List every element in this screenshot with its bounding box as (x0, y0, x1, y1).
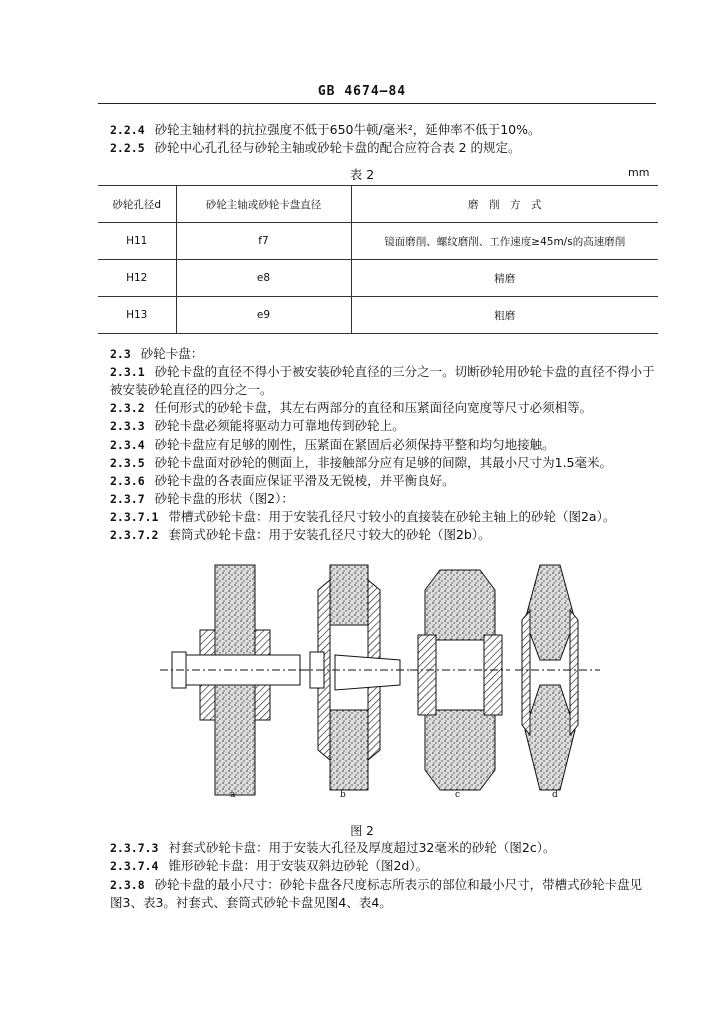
clause-number: 2.3.1 (110, 365, 145, 379)
clause-text: 砂轮卡盘： (140, 346, 204, 361)
page-header: GB 4674—84 (317, 84, 407, 99)
clause-continuation (110, 382, 273, 398)
clause-text: 锥形砂轮卡盘：用于安装双斜边砂轮（图2d）。 (168, 858, 429, 873)
clause-2-2-5 (110, 140, 521, 156)
clause-number: 2.3.6 (110, 474, 145, 488)
clause-2-2-4 (110, 122, 541, 138)
clause-text: 被安装砂轮直径的四分之一。 (110, 382, 273, 397)
clause-text: 带槽式砂轮卡盘：用于安装孔径尺寸较小的直接装在砂轮主轴上的砂轮（图2a）。 (168, 509, 616, 524)
clause-text: 任何形式的砂轮卡盘，其左右两部分的直径和压紧面径向宽度等尺寸必须相等。 (154, 400, 593, 415)
clause-number: 2.3.3 (110, 419, 145, 433)
table-row (98, 223, 658, 260)
flange-b (300, 565, 415, 790)
clause-2-3-6 (110, 473, 455, 489)
table-unit: mm (628, 166, 650, 179)
table-header-cell: 磨 削 方 式 (351, 186, 658, 223)
clause-number: 2.3.7.1 (110, 510, 159, 524)
flange-a (160, 565, 310, 795)
table-header-row (98, 186, 658, 223)
figure-caption: 图 2 (350, 824, 374, 838)
table-cell: H13 (98, 297, 176, 334)
table-cell: e8 (176, 260, 351, 297)
clause-number: 2.3.7.4 (110, 859, 159, 873)
figure-2-drawing (150, 560, 610, 810)
clause-2-3-7-4 (110, 858, 428, 874)
clause-text: 砂轮卡盘必须能将驱动力可靠地传到砂轮上。 (154, 418, 405, 433)
clause-2-3-5 (110, 455, 612, 471)
clause-text: 砂轮卡盘面对砂轮的侧面上，非接触部分应有足够的间隙，其最小尺寸为1.5毫米。 (154, 455, 613, 470)
clause-number: 2.3 (110, 347, 131, 361)
clause-2-3-7-3 (110, 840, 555, 856)
clause-text: 砂轮卡盘的形状（图2）： (154, 491, 294, 506)
flange-d (515, 565, 600, 790)
table-header-cell: 砂轮主轴或砂轮卡盘直径 (176, 186, 351, 223)
clause-number: 2.3.7.2 (110, 528, 159, 542)
clause-text: 套筒式砂轮卡盘：用于安装孔径尺寸较大的砂轮（图2b）。 (168, 527, 491, 542)
clause-2-3-7 (110, 491, 294, 507)
clause-2-3 (110, 346, 203, 362)
clause-2-3-3 (110, 418, 405, 434)
clause-2-3-4 (110, 437, 555, 453)
table-cell: 粗磨 (351, 297, 658, 334)
clause-number: 2.2.4 (110, 123, 145, 137)
clause-continuation (110, 895, 392, 911)
figure-label-b: b (340, 790, 346, 800)
clause-2-3-7-2 (110, 527, 491, 543)
clause-2-3-1 (110, 364, 655, 380)
clause-text: 衬套式砂轮卡盘：用于安装大孔径及厚度超过32毫米的砂轮（图2c）。 (168, 840, 556, 855)
clause-text: 砂轮卡盘的直径不得小于被安装砂轮直径的三分之一。切断砂轮用砂轮卡盘的直径不得小于 (154, 364, 655, 379)
clause-text: 图3、表3。衬套式、套筒式砂轮卡盘见图4、表4。 (110, 895, 392, 910)
clause-text: 砂轮卡盘的最小尺寸：砂轮卡盘各尺度标志所表示的部位和最小尺寸，带槽式砂轮卡盘见 (154, 877, 643, 892)
table-cell: 精磨 (351, 260, 658, 297)
table-header-cell: 砂轮孔径d (98, 186, 176, 223)
table-row (98, 297, 658, 334)
clause-text: 砂轮主轴材料的抗拉强度不低于650牛顿/毫米²，延伸率不低于10%。 (154, 122, 541, 137)
table-cell: 镜面磨削、螺纹磨削、工作速度≥45m/s的高速磨削 (351, 223, 658, 260)
clause-2-3-7-1 (110, 509, 615, 525)
clause-text: 砂轮中心孔孔径与砂轮主轴或砂轮卡盘的配合应符合表 2 的规定。 (154, 140, 521, 155)
clause-2-3-2 (110, 400, 592, 416)
clause-text: 砂轮卡盘应有足够的刚性，压紧面在紧固后必须保持平整和均匀地接触。 (154, 437, 555, 452)
table-cell: e9 (176, 297, 351, 334)
header-rule (98, 103, 656, 104)
table-caption: 表 2 (349, 167, 375, 182)
figure-label-d: d (552, 790, 558, 800)
figure-label-c: c (455, 790, 461, 800)
clause-number: 2.3.5 (110, 456, 145, 470)
table-2 (98, 185, 658, 334)
table-cell: f7 (176, 223, 351, 260)
clause-number: 2.3.7 (110, 492, 145, 506)
clause-number: 2.2.5 (110, 141, 145, 155)
clause-number: 2.3.7.3 (110, 841, 159, 855)
table-row (98, 260, 658, 297)
flange-c (410, 570, 510, 790)
table-cell: H11 (98, 223, 176, 260)
clause-2-3-8 (110, 877, 642, 893)
clause-number: 2.3.4 (110, 438, 145, 452)
table-cell: H12 (98, 260, 176, 297)
figure-label-a: a (230, 790, 236, 800)
clause-number: 2.3.8 (110, 878, 145, 892)
clause-text: 砂轮卡盘的各表面应保证平滑及无锐棱，并平衡良好。 (154, 473, 455, 488)
clause-number: 2.3.2 (110, 401, 145, 415)
